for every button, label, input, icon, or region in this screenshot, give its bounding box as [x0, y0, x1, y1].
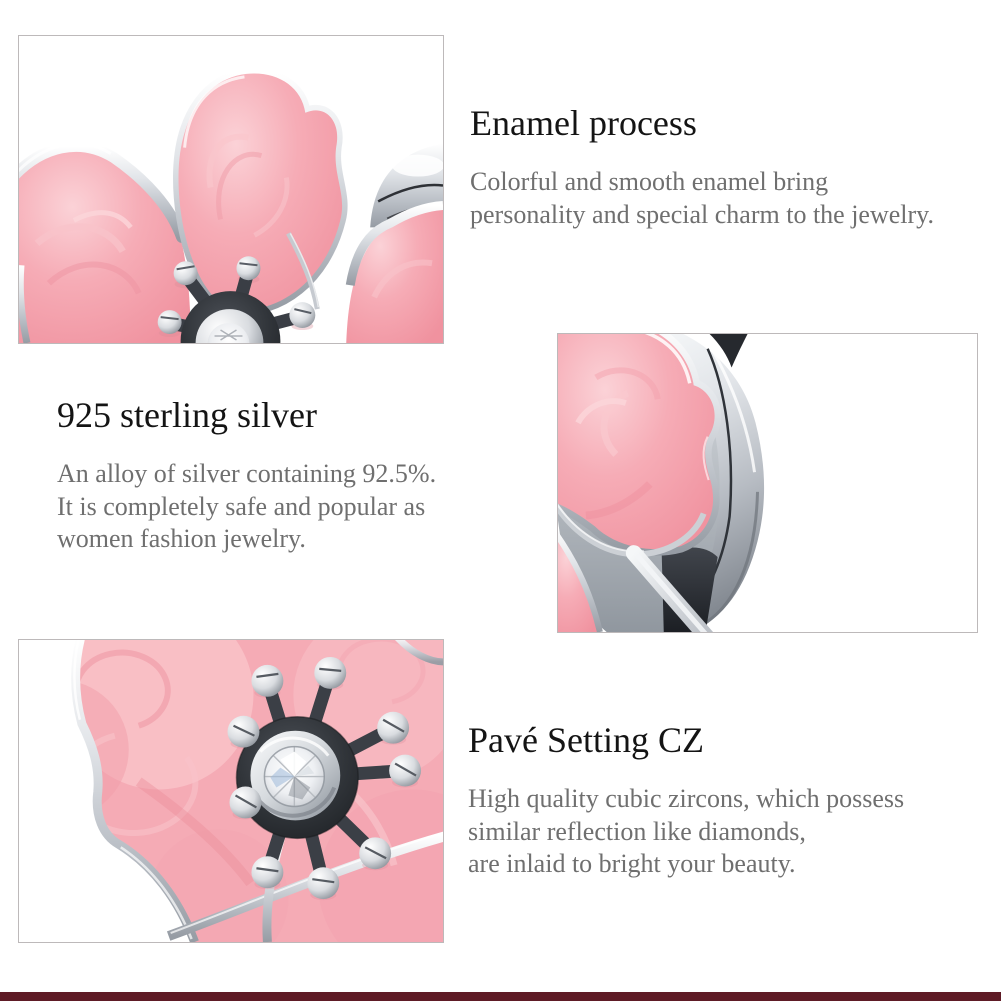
feature-title: 925 sterling silver: [57, 395, 317, 435]
photo-flower-top-closeup: [18, 35, 444, 344]
feature-body-line: are inlaid to bright your beauty.: [468, 849, 796, 878]
feature-title: Enamel process: [470, 103, 697, 143]
photo-cz-center-closeup: [18, 639, 444, 943]
feature-sterling-silver: [57, 394, 436, 556]
charm-side-illustration: [558, 334, 977, 632]
feature-body-line: High quality cubic zircons, which possess: [468, 784, 905, 813]
photo-charm-side-view: [557, 333, 978, 633]
feature-title: Pavé Setting CZ: [468, 720, 704, 760]
feature-body-line: Colorful and smooth enamel bring: [470, 167, 829, 196]
footer-accent-bar: [0, 992, 1001, 1001]
feature-enamel-process: [470, 102, 934, 231]
top-petal: [179, 73, 343, 309]
feature-body: [57, 458, 436, 556]
feature-body: [468, 783, 904, 881]
feature-body-line: similar reflection like diamonds,: [468, 816, 806, 846]
feature-body: [470, 166, 934, 231]
feature-body-line: women fashion jewelry.: [57, 524, 306, 553]
flower-closeup-illustration: [19, 36, 443, 343]
feature-body-line: An alloy of silver containing 92.5%.: [57, 459, 437, 488]
cz-stone: [264, 747, 324, 807]
enamel-petal-face: [558, 334, 715, 549]
feature-body-line: It is completely safe and popular as: [57, 491, 426, 521]
feature-pave-setting-cz: [468, 719, 904, 881]
cz-center-illustration: [19, 640, 443, 942]
feature-body-line: personality and special charm to the jewelry.: [470, 199, 934, 229]
